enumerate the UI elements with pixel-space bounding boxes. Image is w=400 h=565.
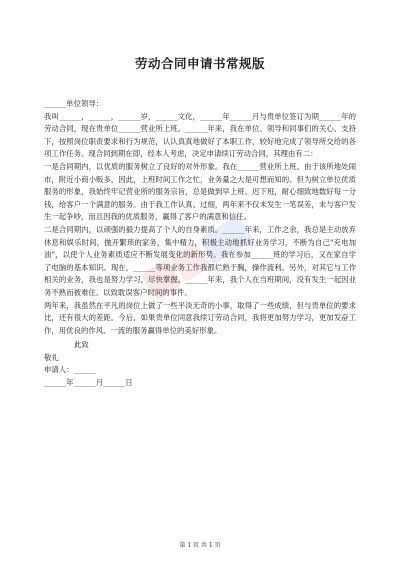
paragraph: 两年来，我虽然在平凡的岗位上做了一些平淡无奇的小事，取得了一些成绩，但与贵单位的要求比，还有很大的差距。今后，如果贵单位同意我续订劳动合同，我将更加努力学习，更加发奋工作，用优良的作风、一流的服务赢得单位的美好形象。	[44, 300, 356, 335]
paragraph: 一是合同期内，以优质的服务树立了良好的对外形象。我在______营业所上班。由于该所地处闹市，附近小商小贩多，因此，上班时间工作之忙，业务量之大是可想而知的。但为树立单位优质服务的形象，我始终牢记营业所的服务宗旨，总是做到早上班、迟下班，耐心细致地数好每一分钱，给客户一个满意的服务。由于我工作认真、过细，两年来不仅未发生一笔误差，未与客户发生一起争吵，而且因我的优质服务，赢得了客户的满意和信任。	[44, 161, 356, 222]
closing-greeting: 此致	[74, 340, 89, 350]
document-title: 劳动合同申请书常规版	[134, 56, 265, 71]
page-number-footer: 第 1 页 共 1 页	[179, 542, 221, 549]
closing-salute: 敬礼	[44, 352, 59, 362]
date-line: ______年______月______日	[44, 378, 133, 388]
salutation: ______单位领导：	[44, 99, 104, 108]
paragraph: 我叫______，______，______岁，______文化，______年______月与贵单位签订为期______年的劳动合同，现在贵单位______营业所上班。______年来，我在单位、领导和同事们的关心、支持下，按照岗位职责要求和行为规范，认认真真地做好了本职工作，较好地完成了领导所交给的各项工作任务。现合同到期在即，经本人考虑，决定申请续订劳动合同，其理由有二：	[44, 111, 356, 159]
document-body	[44, 98, 356, 390]
applicant-line: 申请人：______	[44, 365, 96, 375]
paragraph: 二是合同期内，以顽强的毅力提高了个人的自身素质。______年来，工作之余，我总是主动放弃休息和娱乐时间，抛开繁琐的家务，集中精力，积极主动地抓好业务学习，不断为自己"充电加油"，以使个人业务素质适应不断发展变化的新形势。我在参加______班的学习后，又在家自学了电脑的基本知识。现在，______等项业务工作我都烂熟于胸，操作流利。另外，对其它与工作相关的业务，我也是努力学习，尽快掌握。______年来，我个人在当班期间，没有发生一起因业务不熟而被难住、以致耽误客户时间的事件。	[44, 224, 356, 297]
